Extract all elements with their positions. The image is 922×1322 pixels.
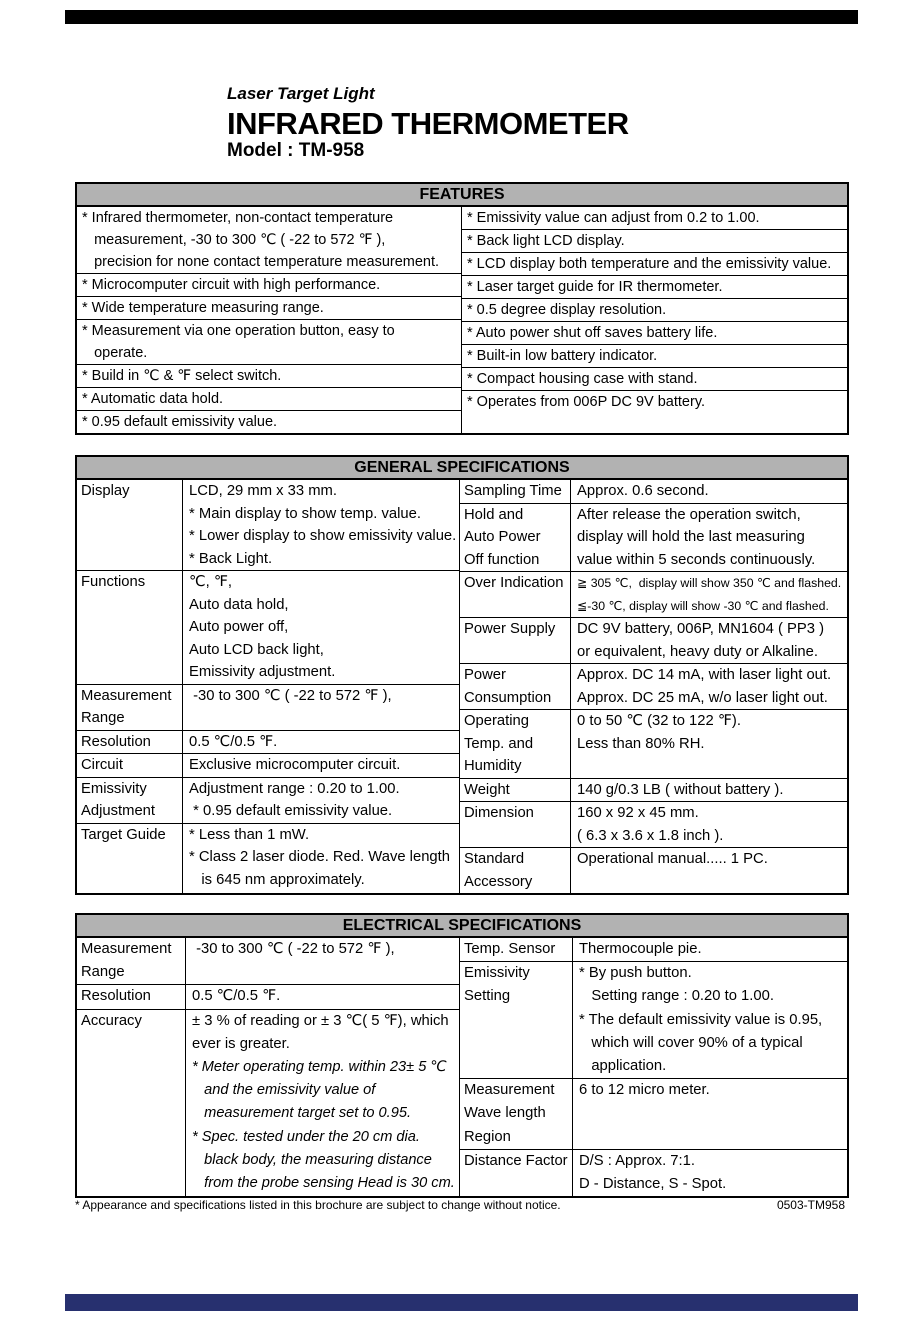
text-line: Thermocouple pie. — [579, 941, 702, 957]
text-line: Auto data hold, — [189, 596, 289, 613]
spec-value — [571, 848, 847, 893]
text-line: Adjustment range : 0.20 to 1.00. — [189, 780, 400, 797]
spec-value — [183, 824, 459, 894]
text-line: Approx. 0.6 second. — [577, 483, 709, 499]
spec-value — [571, 618, 847, 663]
features-table — [75, 182, 849, 435]
electrical-left-column — [77, 938, 460, 1196]
text-line: Approx. DC 25 mA, w/o laser light out. — [577, 689, 828, 706]
spec-row — [460, 1079, 847, 1150]
feature-item — [462, 207, 847, 230]
text-line: Wave length — [464, 1105, 546, 1122]
spec-label — [460, 664, 571, 709]
text-line: Sampling Time — [464, 483, 562, 499]
spec-label — [460, 618, 571, 663]
spec-value — [573, 938, 847, 961]
spec-value — [571, 664, 847, 709]
feature-item — [462, 322, 847, 345]
spec-value — [571, 802, 847, 847]
spec-row — [77, 824, 459, 894]
text-line: * Back Light. — [189, 550, 273, 567]
feature-item — [77, 365, 461, 388]
general-specifications-table — [75, 455, 849, 895]
text-line: DC 9V battery, 006P, MN1604 ( PP3 ) — [577, 621, 825, 637]
electrical-specifications-body — [77, 938, 847, 1196]
text-line: D - Distance, S - Spot. — [579, 1176, 727, 1193]
text-line: ℃, ℉, — [189, 574, 233, 590]
text-line: * Auto power shut off saves battery life. — [467, 325, 718, 341]
spec-value — [183, 778, 459, 823]
text-line: Power Supply — [464, 621, 556, 637]
features-right-column — [462, 207, 847, 433]
text-line: Operating — [464, 713, 529, 729]
feature-item — [77, 411, 461, 433]
spec-label — [77, 1010, 186, 1197]
spec-label — [460, 779, 571, 802]
text-line: Distance Factor — [464, 1152, 568, 1169]
spec-value — [573, 962, 847, 1078]
spec-row — [460, 710, 847, 779]
text-line: application. — [579, 1058, 667, 1075]
spec-value — [573, 1150, 847, 1196]
text-line: * LCD display both temperature and the emissivity value. — [467, 256, 832, 272]
spec-row — [460, 802, 847, 848]
text-line: black body, the measuring distance — [192, 1151, 432, 1168]
text-line: * Class 2 laser diode. Red. Wave length — [189, 849, 450, 865]
text-line: Range — [81, 964, 125, 981]
spec-value — [571, 779, 847, 802]
text-line: 0 to 50 ℃ (32 to 122 ℉). — [577, 713, 741, 729]
text-line: -30 to 300 ℃ ( -22 to 572 ℉ ), — [189, 687, 392, 704]
text-line: Hold and — [464, 506, 524, 523]
text-line: Accuracy — [81, 1012, 142, 1029]
spec-value — [571, 504, 847, 572]
text-line: Humidity — [464, 758, 522, 774]
spec-label — [460, 572, 571, 617]
spec-label — [77, 480, 183, 570]
text-line: Approx. DC 14 mA, with laser light out. — [577, 667, 832, 683]
text-line: ever is greater. — [192, 1035, 290, 1052]
spec-label — [77, 685, 183, 730]
text-line: precision for none contact temperature measurement. — [82, 254, 440, 270]
product-title: INFRARED THERMOMETER — [227, 106, 629, 141]
text-line: After release the operation switch, — [577, 506, 801, 523]
general-specifications-body — [77, 480, 847, 893]
text-line: * Wide temperature measuring range. — [82, 300, 324, 316]
text-line: * The default emissivity value is 0.95, — [579, 1011, 823, 1028]
spec-label — [77, 754, 183, 777]
feature-item — [462, 368, 847, 391]
text-line: ≦-30 ℃, display will show -30 ℃ and flashed. — [577, 598, 829, 613]
text-line: * Less than 1 mW. — [189, 826, 310, 843]
features-heading: FEATURES — [77, 184, 847, 207]
text-line: Resolution — [81, 988, 151, 1005]
text-line: * By push button. — [579, 965, 692, 982]
text-line: Emissivity adjustment. — [189, 664, 336, 680]
text-line: is 645 nm approximately. — [189, 871, 365, 888]
spec-label — [460, 938, 573, 961]
text-line: Functions — [81, 574, 146, 590]
spec-value — [571, 710, 847, 778]
text-line: Resolution — [81, 733, 151, 750]
text-line: 160 x 92 x 45 mm. — [577, 805, 699, 821]
text-line: Display — [81, 483, 130, 499]
product-tagline: Laser Target Light — [227, 84, 375, 103]
text-line: Auto LCD back light, — [189, 641, 324, 658]
text-line: Off function — [464, 551, 540, 568]
spec-label — [460, 848, 571, 893]
text-line: Consumption — [464, 689, 552, 706]
feature-item — [462, 230, 847, 253]
text-line: measurement target set to 0.95. — [192, 1105, 412, 1122]
text-line: which will cover 90% of a typical — [579, 1034, 803, 1051]
features-left-column — [77, 207, 462, 433]
disclaimer-note: * Appearance and specifications listed in this brochure are subject to change without notice. — [75, 1198, 561, 1212]
spec-row — [460, 779, 847, 803]
electrical-specifications-table — [75, 913, 849, 1198]
text-line: Target Guide — [81, 826, 166, 843]
spec-row — [77, 571, 459, 685]
feature-item — [77, 320, 461, 365]
text-line: Setting — [464, 988, 511, 1005]
spec-value — [186, 938, 459, 984]
spec-row — [77, 985, 459, 1009]
spec-label — [460, 962, 573, 1078]
text-line: Temp. and — [464, 735, 534, 752]
text-line: * 0.95 default emissivity value. — [82, 414, 278, 430]
general-specifications-heading: GENERAL SPECIFICATIONS — [77, 457, 847, 480]
product-model: Model : TM-958 — [227, 140, 365, 161]
spec-value — [186, 985, 459, 1008]
spec-value — [183, 571, 459, 684]
text-line: Auto power off, — [189, 619, 289, 635]
text-line: * 0.5 degree display resolution. — [467, 302, 667, 318]
spec-label — [77, 571, 183, 684]
text-line: 140 g/0.3 LB ( without battery ). — [577, 781, 784, 798]
text-line: -30 to 300 ℃ ( -22 to 572 ℉ ), — [192, 941, 395, 957]
text-line: and the emissivity value of — [192, 1082, 376, 1099]
text-line: * Built-in low battery indicator. — [467, 348, 658, 364]
text-line: Circuit — [81, 757, 123, 773]
footnote-row — [75, 1198, 845, 1212]
spec-row — [460, 504, 847, 573]
general-right-column — [460, 480, 847, 893]
feature-item — [462, 345, 847, 368]
text-line: 0.5 ℃/0.5 ℉. — [189, 733, 278, 750]
text-line: value within 5 seconds continuously. — [577, 551, 816, 568]
text-line: Exclusive microcomputer circuit. — [189, 757, 401, 773]
text-line: * Automatic data hold. — [82, 391, 224, 407]
text-line: ± 3 % of reading or ± 3 ℃( 5 ℉), which — [192, 1012, 449, 1029]
text-line: * Operates from 006P DC 9V battery. — [467, 394, 706, 410]
spec-row — [460, 962, 847, 1079]
text-line: * Laser target guide for IR thermometer. — [467, 279, 723, 295]
text-line: Temp. Sensor — [464, 941, 556, 957]
text-line: Measurement — [464, 1082, 555, 1099]
text-line: Emissivity — [81, 780, 147, 797]
spec-row — [460, 664, 847, 710]
spec-row — [460, 1150, 847, 1196]
text-line: Standard — [464, 851, 525, 867]
spec-row — [77, 731, 459, 755]
electrical-right-column — [460, 938, 847, 1196]
spec-row — [460, 938, 847, 962]
text-line: Auto Power — [464, 529, 541, 545]
text-line: Measurement — [81, 687, 172, 704]
spec-value — [183, 754, 459, 777]
text-line: * 0.95 default emissivity value. — [189, 803, 393, 819]
text-line: Setting range : 0.20 to 1.00. — [579, 988, 774, 1005]
spec-label — [460, 480, 571, 503]
text-line: measurement, -30 to 300 ℃ ( -22 to 572 ℉ ), — [82, 232, 386, 248]
text-line: Weight — [464, 781, 510, 798]
text-line: LCD, 29 mm x 33 mm. — [189, 483, 337, 499]
spec-label — [77, 985, 186, 1008]
spec-label — [460, 504, 571, 572]
spec-value — [186, 1010, 459, 1197]
spec-value — [573, 1079, 847, 1149]
text-line: * Back light LCD display. — [467, 233, 625, 249]
text-line: * Measurement via one operation button, easy to — [82, 323, 395, 339]
spec-label — [460, 1150, 573, 1196]
general-left-column — [77, 480, 460, 893]
spec-value — [183, 480, 459, 570]
feature-item — [77, 274, 461, 297]
text-line: operate. — [82, 345, 148, 361]
text-line: Adjustment — [81, 803, 156, 819]
text-line: * Main display to show temp. value. — [189, 505, 421, 522]
text-line: Accessory — [464, 873, 533, 890]
text-line: * Spec. tested under the 20 cm dia. — [192, 1128, 420, 1145]
spec-label — [77, 778, 183, 823]
spec-label — [460, 802, 571, 847]
text-line: Measurement — [81, 941, 172, 957]
text-line: ≧ 305 ℃, display will show 350 ℃ and flashed. — [577, 576, 842, 590]
feature-item — [77, 207, 461, 274]
text-line: 6 to 12 micro meter. — [579, 1082, 710, 1099]
text-line: * Build in ℃ & ℉ select switch. — [82, 368, 282, 384]
spec-label — [77, 731, 183, 754]
spec-row — [77, 938, 459, 985]
feature-item — [462, 391, 847, 433]
title-block — [227, 84, 629, 161]
text-line: Over Indication — [464, 575, 564, 591]
text-line: ( 6.3 x 3.6 x 1.8 inch ). — [577, 827, 724, 844]
spec-row — [77, 754, 459, 778]
spec-label — [460, 710, 571, 778]
spec-row — [77, 685, 459, 731]
spec-value — [183, 685, 459, 730]
text-line: Region — [464, 1128, 511, 1145]
bottom-decoration-bar — [65, 1294, 858, 1311]
text-line: or equivalent, heavy duty or Alkaline. — [577, 643, 819, 660]
spec-label — [77, 938, 186, 984]
spec-row — [460, 848, 847, 893]
spec-value — [183, 731, 459, 754]
feature-item — [462, 276, 847, 299]
spec-label — [77, 824, 183, 894]
text-line: * Compact housing case with stand. — [467, 371, 698, 387]
text-line: * Meter operating temp. within 23± 5 ℃ — [192, 1059, 447, 1076]
text-line: Emissivity — [464, 965, 530, 982]
electrical-specifications-heading: ELECTRICAL SPECIFICATIONS — [77, 915, 847, 938]
text-line: D/S : Approx. 7:1. — [579, 1152, 695, 1169]
feature-item — [462, 299, 847, 322]
text-line: * Microcomputer circuit with high performance. — [82, 277, 381, 293]
spec-label — [460, 1079, 573, 1149]
spec-row — [460, 480, 847, 504]
spec-value — [571, 480, 847, 503]
spec-value — [571, 572, 847, 617]
feature-item — [77, 297, 461, 320]
text-line: Dimension — [464, 805, 534, 821]
text-line: 0.5 ℃/0.5 ℉. — [192, 988, 281, 1005]
features-body — [77, 207, 847, 433]
spec-row — [77, 1010, 459, 1197]
text-line: * Emissivity value can adjust from 0.2 to 1.00. — [467, 210, 760, 226]
spec-row — [460, 618, 847, 664]
text-line: * Lower display to show emissivity value. — [189, 528, 457, 544]
text-line: Less than 80% RH. — [577, 735, 705, 752]
top-decoration-bar — [65, 10, 858, 24]
document-code: 0503-TM958 — [776, 1198, 845, 1212]
feature-item — [462, 253, 847, 276]
text-line: Power — [464, 667, 506, 683]
spec-row — [460, 572, 847, 618]
spec-row — [77, 480, 459, 571]
text-line: * Infrared thermometer, non-contact temperature — [82, 210, 394, 226]
text-line: Range — [81, 710, 125, 726]
feature-item — [77, 388, 461, 411]
spec-row — [77, 778, 459, 824]
text-line: display will hold the last measuring — [577, 529, 805, 545]
text-line: Operational manual..... 1 PC. — [577, 851, 768, 867]
text-line: from the probe sensing Head is 30 cm. — [192, 1175, 455, 1192]
